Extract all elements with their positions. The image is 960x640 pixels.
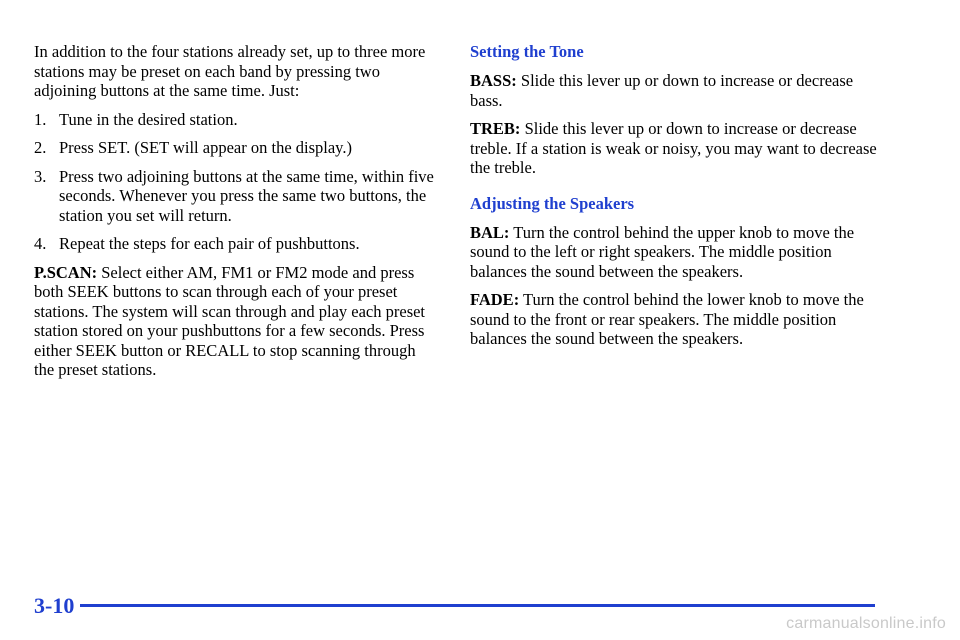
step-text: Press two adjoining buttons at the same time, within five seconds. Whenever you press the same two buttons, the station you set will return. xyxy=(59,166,434,225)
treb-text: Slide this lever up or down to increase or decrease treble. If a station is weak or noisy, you may want to decrease the treble. xyxy=(470,119,877,177)
bass-text: Slide this lever up or down to increase or decrease bass. xyxy=(470,71,854,110)
list-item xyxy=(34,167,434,226)
pscan-paragraph xyxy=(34,263,434,380)
bal-paragraph xyxy=(470,223,880,282)
step-number: 1. xyxy=(34,109,47,129)
speakers-heading: Adjusting the Speakers xyxy=(470,193,635,213)
list-item xyxy=(34,138,434,158)
pscan-term: P.SCAN: xyxy=(34,262,98,282)
bal-text: Turn the control behind the upper knob to move the sound to the left or right speakers. The middle position balances the sound between the speakers. xyxy=(470,222,855,281)
watermark: carmanualsonline.info xyxy=(786,615,946,632)
bal-term: BAL: xyxy=(470,222,510,242)
intro-paragraph: In addition to the four stations already set, up to three more stations may be preset on each band by pressing two adjoining buttons at the same time. Just: xyxy=(34,42,426,100)
step-text: Repeat the steps for each pair of pushbuttons. xyxy=(59,234,360,253)
bass-term: BASS: xyxy=(470,71,517,90)
list-item xyxy=(34,110,434,130)
step-number: 4. xyxy=(34,234,47,253)
preset-steps-list xyxy=(34,110,434,254)
page-number: 3-10 xyxy=(34,593,75,618)
step-text: Press SET. (SET will appear on the display.) xyxy=(59,138,352,157)
list-item xyxy=(34,234,434,254)
bass-paragraph xyxy=(470,71,880,110)
footer-rule xyxy=(80,604,875,607)
step-number: 3. xyxy=(34,166,47,186)
fade-paragraph xyxy=(470,290,880,349)
step-number: 2. xyxy=(34,138,47,157)
pscan-text: Select either AM, FM1 or FM2 mode and press both SEEK buttons to scan through each of your preset stations. The system will scan through and play each preset station stored on your pushbuttons for a few seconds. Press either SEEK button or RECALL to stop scanning through the preset stations. xyxy=(34,262,426,379)
treb-paragraph xyxy=(470,119,880,178)
step-text: Tune in the desired station. xyxy=(59,109,238,129)
left-column xyxy=(34,42,434,389)
right-column xyxy=(470,42,880,358)
tone-heading: Setting the Tone xyxy=(470,42,584,61)
fade-text: Turn the control behind the lower knob to move the sound to the front or rear speakers. The middle position balances the sound between the speakers. xyxy=(470,290,864,348)
treb-term: TREB: xyxy=(470,119,521,138)
fade-term: FADE: xyxy=(470,290,520,309)
